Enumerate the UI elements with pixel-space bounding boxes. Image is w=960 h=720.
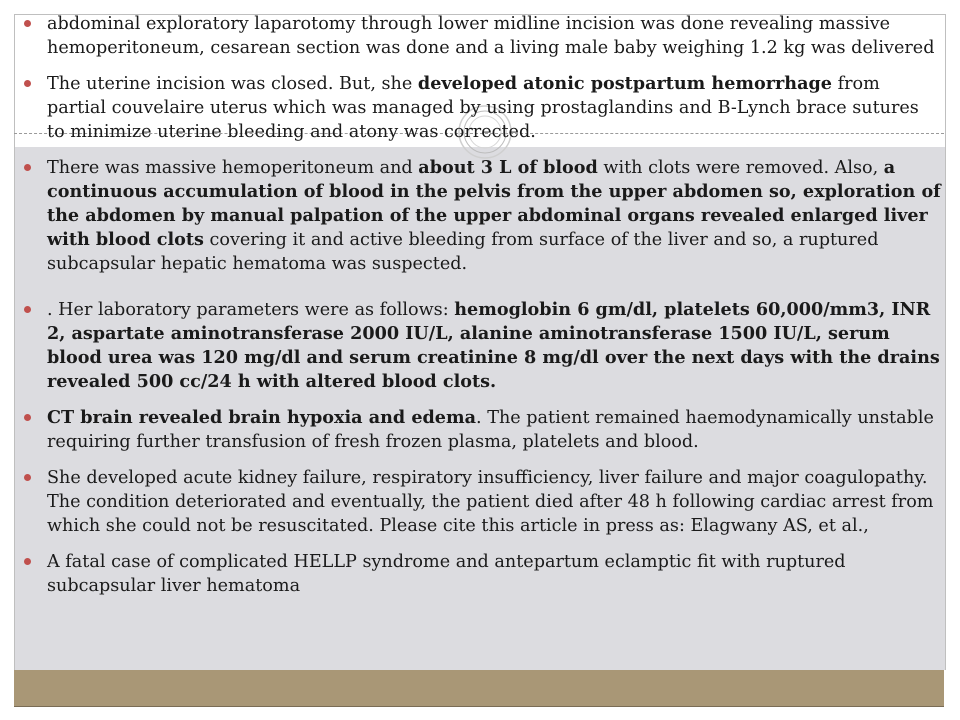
bullet-text-segment: from partial couvelaire uterus which was managed by using prostaglandins and B-Lynch brace sutures to minimize uterine bleeding and atony was corrected. — [47, 74, 919, 142]
slide-body — [22, 12, 942, 610]
bullet-text-bold: CT brain revealed brain hypoxia and edema — [47, 407, 477, 428]
bullet-text-bold: a continuous accumulation of blood in the pelvis from the upper abdomen so, exploration of the abdomen by manual palpation of the upper abdominal organs revealed enlarged liver with blood clots — [47, 157, 941, 250]
bullet-text-bold: hemoglobin 6 gm/dl, platelets 60,000/mm3, INR 2, aspartate aminotransferase 2000 IU/L, alanine aminotransferase 1500 IU/L, serum blood urea was 120 mg/dl and serum creatinine 8 mg/dl over the next days with the drains revealed 500 cc/24 h with altered blood clots. — [47, 299, 940, 392]
bullet-text — [47, 408, 934, 452]
bullet-item — [22, 72, 942, 144]
bullet-item — [22, 298, 942, 394]
bullet-dot-icon — [24, 20, 31, 27]
bullet-text-segment: A fatal case of complicated HELLP syndrome and antepartum eclamptic fit with ruptured subcapsular liver hematoma — [47, 552, 846, 596]
bullet-text-segment: . The patient remained haemodynamically unstable requiring further transfusion of fresh frozen plasma, platelets and blood. — [47, 408, 934, 452]
slide-footer-bar — [14, 670, 944, 706]
bullet-dot-icon — [24, 306, 31, 313]
bullet-dot-icon — [24, 414, 31, 421]
bullet-item — [22, 156, 942, 276]
bullet-text-segment: abdominal exploratory laparotomy through lower midline incision was done revealing massive hemoperitoneum, cesarean section was done and a living male baby weighing 1.2 kg was delivered — [47, 14, 935, 58]
bullet-text-segment: with clots were removed. Also, — [597, 158, 884, 178]
bullet-text — [47, 158, 941, 274]
bullet-dot-icon — [24, 474, 31, 481]
bullet-dot-icon — [24, 164, 31, 171]
bullet-item — [22, 406, 942, 454]
bullet-text — [47, 300, 940, 392]
bullet-text-bold: about 3 L of blood — [418, 157, 598, 178]
bullet-text-segment: covering it and active bleeding from surface of the liver and so, a ruptured subcapsular hepatic hematoma was suspected. — [47, 230, 879, 274]
bullet-list — [22, 12, 942, 598]
bullet-text-segment: . Her laboratory parameters were as follows: — [47, 300, 455, 320]
bullet-item — [22, 12, 942, 60]
bullet-text — [47, 14, 934, 58]
bullet-item — [22, 550, 942, 598]
bullet-text-bold: developed atonic postpartum hemorrhage — [417, 73, 832, 94]
bullet-dot-icon — [24, 80, 31, 87]
bullet-text-segment: The uterine incision was closed. But, she — [47, 74, 418, 94]
bullet-text-segment: There was massive hemoperitoneum and — [47, 158, 419, 178]
bullet-text — [47, 74, 919, 142]
bullet-text-segment: She developed acute kidney failure, respiratory insufficiency, liver failure and major coagulopathy. The condition deteriorated and eventually, the patient died after 48 h following cardiac arrest from which she could not be resuscitated. Please cite this article in press as: Elagwany AS, et al., — [47, 468, 934, 536]
bullet-text — [47, 552, 846, 596]
footer-edge-line — [14, 706, 944, 707]
bullet-item — [22, 466, 942, 538]
bullet-dot-icon — [24, 558, 31, 565]
bullet-text — [47, 468, 934, 536]
